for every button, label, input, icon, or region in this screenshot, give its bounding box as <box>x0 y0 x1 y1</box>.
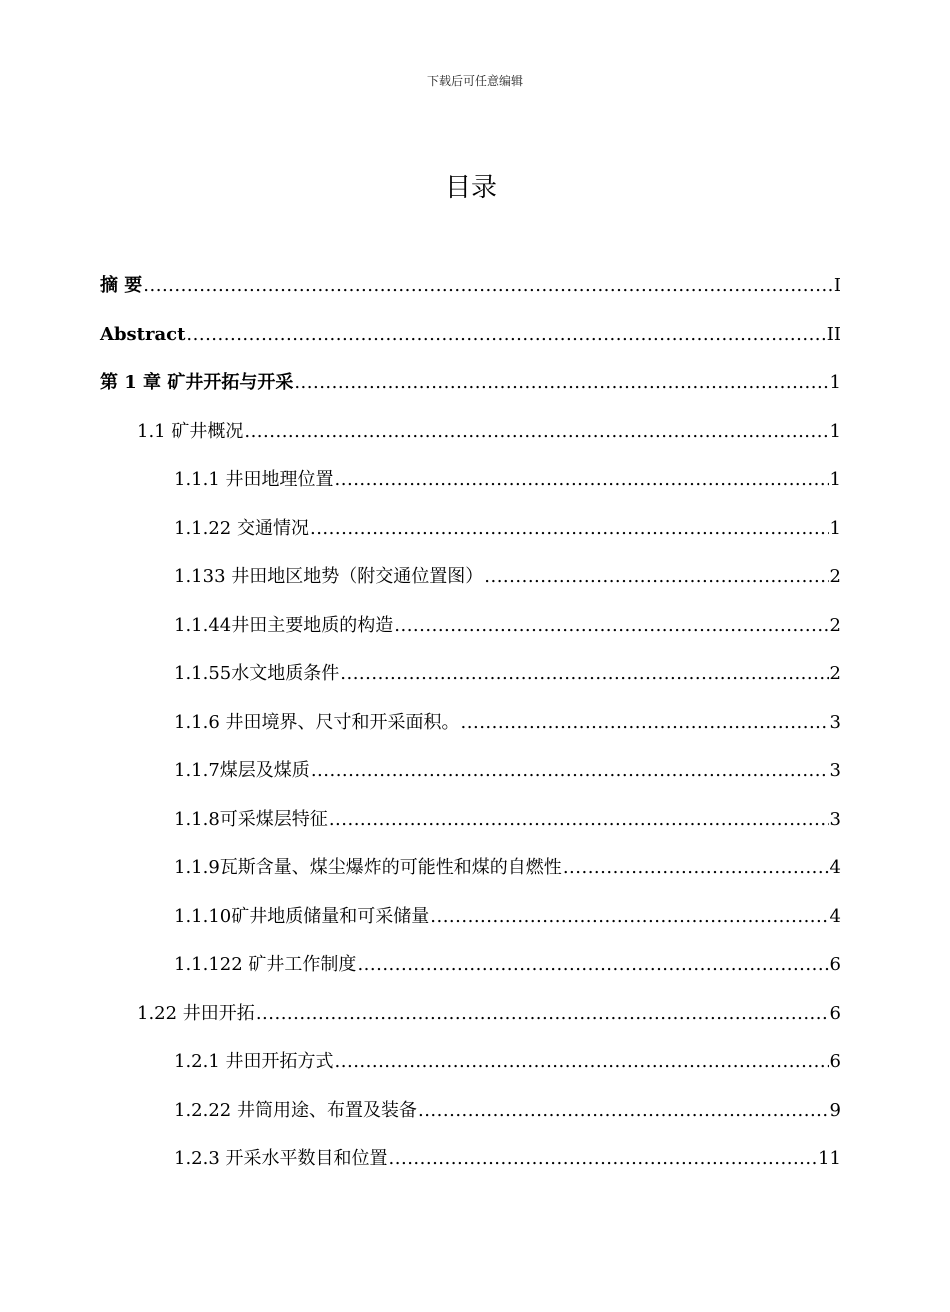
toc-dot-leader <box>335 462 829 498</box>
toc-entry[interactable] <box>100 414 841 463</box>
toc-dot-leader <box>311 753 829 789</box>
toc-dot-leader <box>418 1093 829 1129</box>
toc-dot-leader <box>310 511 829 547</box>
toc-entry[interactable] <box>100 850 841 899</box>
toc-entry-page-number: 4 <box>829 857 841 878</box>
toc-dot-leader <box>186 317 825 353</box>
toc-entry[interactable] <box>100 656 841 705</box>
toc-entry-page-number: 9 <box>829 1099 841 1121</box>
toc-entry[interactable] <box>100 753 841 802</box>
toc-dot-leader <box>430 899 828 935</box>
toc-entry[interactable] <box>100 705 841 754</box>
toc-entry-page-number: 2 <box>829 566 841 587</box>
toc-entry[interactable] <box>100 1044 841 1093</box>
toc-entry-page-number: 4 <box>829 905 841 927</box>
toc-entry-page-number: 6 <box>829 1051 841 1072</box>
toc-dot-leader <box>389 1141 818 1177</box>
toc-dot-leader <box>143 268 833 304</box>
toc-entry-label: 第 1 章 矿井开拓与开采 <box>100 372 294 393</box>
toc-entry-label: 1.2.1 井田开拓方式 <box>174 1051 334 1072</box>
toc-entry-page-number: 1 <box>829 469 841 490</box>
toc-entry-page-number: 1 <box>829 517 841 539</box>
toc-entry-label: 1.1.1 井田地理位置 <box>174 469 334 490</box>
toc-entry[interactable] <box>100 802 841 851</box>
toc-dot-leader <box>294 365 828 401</box>
toc-dot-leader <box>340 656 828 692</box>
toc-dot-leader <box>335 1044 829 1080</box>
toc-entry-label: 1.1 矿井概况 <box>137 420 244 442</box>
toc-entry[interactable] <box>100 996 841 1045</box>
toc-dot-leader <box>461 705 829 741</box>
toc-entry-label: 1.1.22 交通情况 <box>174 517 309 539</box>
toc-entry-label: 1.1.9瓦斯含量、煤尘爆炸的可能性和煤的自燃性 <box>174 857 562 878</box>
toc-entry[interactable] <box>100 899 841 948</box>
toc-entry[interactable] <box>100 947 841 996</box>
toc-entry-label: 1.22 井田开拓 <box>137 1002 255 1024</box>
toc-entry-page-number: 2 <box>829 663 841 684</box>
toc-entry[interactable] <box>100 511 841 560</box>
toc-entry[interactable] <box>100 317 841 366</box>
toc-entry-label: 1.133 井田地区地势（附交通位置图） <box>174 566 484 587</box>
page-title: 目录 <box>444 173 497 203</box>
toc-entry-page-number: II <box>826 323 841 345</box>
toc-entry[interactable] <box>100 462 841 511</box>
toc-entry-label: 摘 要 <box>100 275 143 296</box>
toc-entry[interactable] <box>100 365 841 414</box>
toc-entry[interactable] <box>100 559 841 608</box>
table-of-contents <box>100 268 841 1190</box>
toc-entry-page-number: 3 <box>829 760 841 781</box>
toc-entry-label: 1.2.3 开采水平数目和位置 <box>174 1148 388 1169</box>
toc-entry-page-number: 3 <box>829 808 841 830</box>
toc-dot-leader <box>256 996 829 1032</box>
toc-dot-leader <box>329 802 829 838</box>
toc-dot-leader <box>563 850 829 886</box>
toc-entry[interactable] <box>100 1141 841 1190</box>
toc-entry-label: 1.1.8可采煤层特征 <box>174 808 328 830</box>
toc-entry[interactable] <box>100 268 841 317</box>
toc-entry-label: 1.2.22 井筒用途、布置及装备 <box>174 1099 417 1121</box>
toc-entry-page-number: 1 <box>829 420 841 442</box>
toc-entry-page-number: 6 <box>829 954 841 975</box>
toc-entry-page-number: I <box>833 275 841 296</box>
toc-entry-page-number: 2 <box>829 614 841 636</box>
toc-dot-leader <box>394 608 828 644</box>
toc-entry-label: 1.1.7煤层及煤质 <box>174 760 310 781</box>
toc-entry[interactable] <box>100 608 841 657</box>
toc-entry-label: 1.1.122 矿井工作制度 <box>174 954 357 975</box>
header-note: 下载后可任意编辑 <box>426 74 523 88</box>
toc-entry-label: 1.1.10矿井地质储量和可采储量 <box>174 905 430 927</box>
toc-entry-page-number: 1 <box>829 372 841 393</box>
toc-dot-leader <box>484 559 828 595</box>
toc-dot-leader <box>357 947 828 983</box>
toc-entry-label: 1.1.6 井田境界、尺寸和开采面积。 <box>174 711 460 733</box>
toc-entry-label: 1.1.55水文地质条件 <box>174 663 340 684</box>
toc-dot-leader <box>244 414 828 450</box>
toc-entry-label: 1.1.44井田主要地质的构造 <box>174 614 394 636</box>
toc-entry-label: Abstract <box>100 323 186 345</box>
toc-entry[interactable] <box>100 1093 841 1142</box>
toc-entry-page-number: 3 <box>829 711 841 733</box>
toc-entry-page-number: 11 <box>818 1148 841 1169</box>
toc-entry-page-number: 6 <box>829 1002 841 1024</box>
